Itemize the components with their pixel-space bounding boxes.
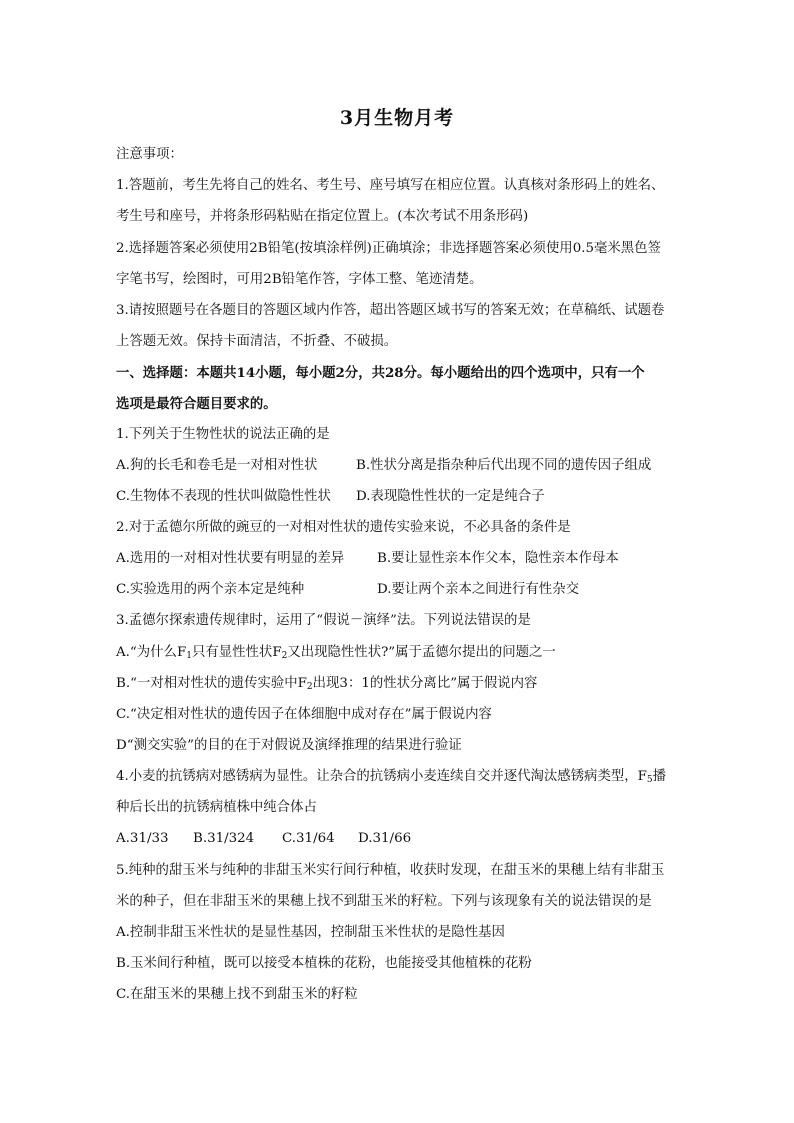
q1-stem: 1.下列关于生物性状的说法正确的是 bbox=[116, 427, 330, 442]
section-heading: 一、选择题：本题共14小题，每小题2分，共28分。每小题给出的四个选项中，只有一个 bbox=[116, 365, 645, 381]
q5-option-a: A.控制非甜玉米性状的是显性基因，控制甜玉米性状的是隐性基因 bbox=[116, 925, 505, 940]
q4-option-c: C.31/64 bbox=[282, 831, 335, 846]
q4-stem-cont: 种后长出的抗锈病植株中纯合体占 bbox=[116, 800, 317, 815]
q2-stem: 2.对于孟德尔所做的豌豆的一对相对性状的遗传实验来说，不必具备的条件是 bbox=[116, 520, 571, 535]
q5-option-b: B.玉米间行种植，既可以接受本植株的花粉，也能接受其他植株的花粉 bbox=[116, 956, 532, 971]
notice-line: 考生号和座号，并将条形码粘贴在指定位置上。(本次考试不用条形码) bbox=[116, 209, 529, 224]
q2-option-a: A.选用的一对相对性状要有明显的差异 bbox=[116, 551, 345, 566]
notice-heading: 注意事项： bbox=[116, 147, 183, 162]
notice-line: 字笔书写，绘图时，可用2B铅笔作答，字体工整、笔迹清楚。 bbox=[116, 272, 483, 287]
q1-option-d: D.表现隐性性状的一定是纯合子 bbox=[356, 489, 545, 504]
q3-option-d: D“测交实验”的目的在于对假说及演绎推理的结果进行验证 bbox=[116, 738, 462, 753]
q2-option-b: B.要让显性亲本作父本，隐性亲本作母本 bbox=[377, 551, 619, 566]
q5-option-c: C.在甜玉米的果穗上找不到甜玉米的籽粒 bbox=[116, 987, 358, 1002]
q4-stem: 4.小麦的抗锈病对感锈病为显性。让杂合的抗锈病小麦连续自交并逐代淘汰感锈病类型，$F_5$播 bbox=[116, 769, 667, 785]
q5-stem: 5.纯种的甜玉米与纯种的非甜玉米实行间行种植，收获时发现，在甜玉米的果穗上结有非甜玉 bbox=[116, 863, 665, 878]
q4-option-d: D.31/66 bbox=[358, 831, 412, 846]
notice-line: 1.答题前，考生先将自己的姓名、考生号、座号填写在相应位置。认真核对条形码上的姓名、 bbox=[116, 178, 665, 193]
q1-option-b: B.性状分离是指杂种后代出现不同的遗传因子组成 bbox=[356, 458, 652, 473]
q2-option-d: D.要让两个亲本之间进行有性杂交 bbox=[377, 582, 579, 597]
q4-option-a: A.31/33 bbox=[116, 831, 169, 846]
q3-stem: 3.孟德尔探索遗传规律时，运用了“假说－演绎”法。下列说法错误的是 bbox=[116, 613, 531, 628]
q3-option-a: A.“为什么$F_1$只有显性性状$F_2$又出现隐性性状?”属于孟德尔提出的问题之一 bbox=[116, 645, 556, 661]
section-heading-cont: 选项是最符合题目要求的。 bbox=[116, 396, 277, 412]
q2-option-c: C.实验选用的两个亲本定是纯种 bbox=[116, 582, 305, 597]
q5-stem-cont: 米的种子，但在非甜玉米的果穗上找不到甜玉米的籽粒。下列与该现象有关的说法错误的是 bbox=[116, 894, 652, 909]
page-title: 3月生物月考 bbox=[339, 107, 455, 129]
q1-option-a: A.狗的长毛和卷毛是一对相对性状 bbox=[116, 458, 318, 473]
q3-option-c: C.“决定相对性状的遗传因子在体细胞中成对存在”属于假说内容 bbox=[116, 707, 492, 722]
q4-option-b: B.31/324 bbox=[193, 831, 255, 846]
notice-line: 3.请按照题号在各题目的答题区域内作答，超出答题区域书写的答案无效；在草稿纸、试题卷 bbox=[116, 303, 665, 318]
q1-option-c: C.生物体不表现的性状叫做隐性性状 bbox=[116, 489, 331, 504]
notice-line: 上答题无效。保持卡面清洁，不折叠、不破损。 bbox=[116, 334, 398, 349]
notice-line: 2.选择题答案必须使用2B铅笔(按填涂样例)正确填涂；非选择题答案必须使用0.5毫米黑色签 bbox=[116, 241, 661, 256]
q3-option-b: B.“一对相对性状的遗传实验中$F_2$出现3：1的性状分离比”属于假说内容 bbox=[116, 676, 538, 692]
